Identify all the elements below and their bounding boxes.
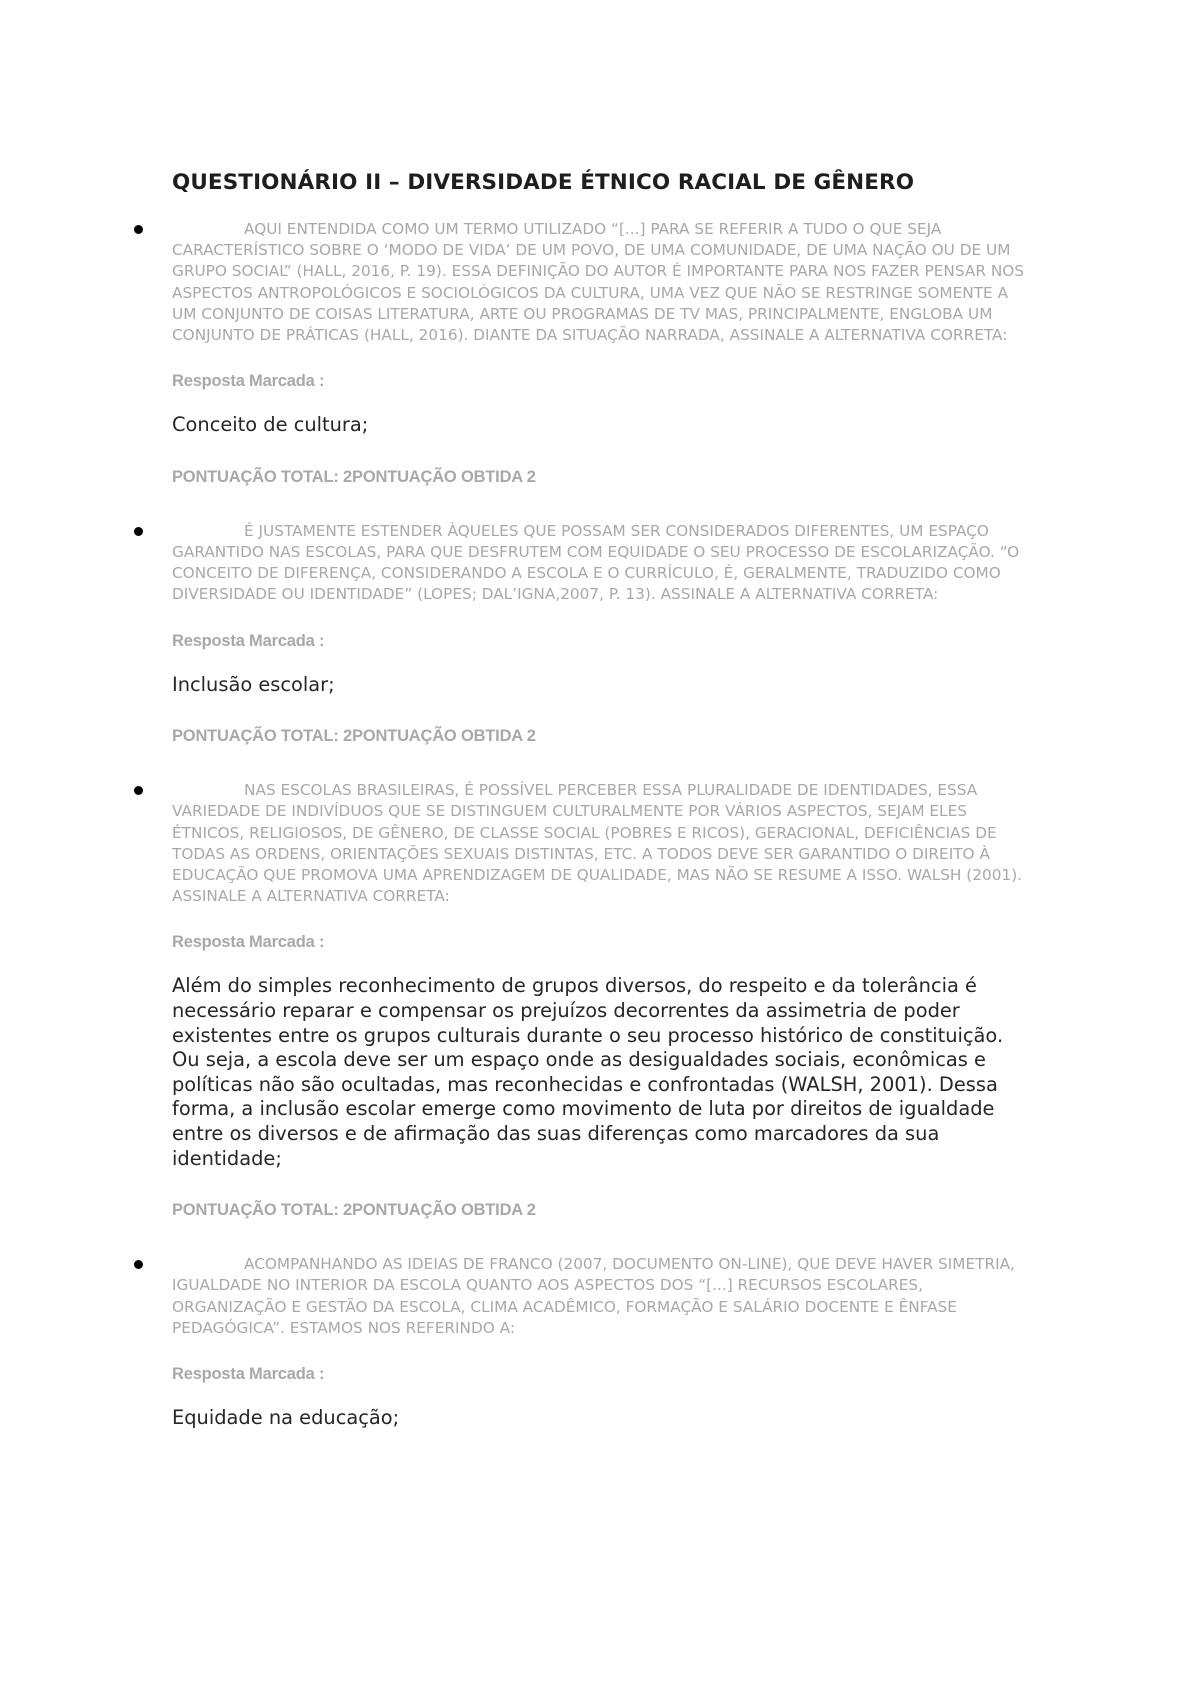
answer-text: Além do simples reconhecimento de grupos diversos, do respeito e da tolerância é necessário reparar e compensar os prejuízos decorrentes da assimetria de poder existentes entre os grupos culturais durante o seu processo histórico de constituição. Ou seja, a escola deve ser um espaço onde as desigualdades sociais, econômicas e políticas não são ocultadas, mas reconhecidas e confrontadas (WALSH, 2001). Dessa forma, a inclusão escolar emerge como movimento de luta por direitos de igualdade entre os diversos e de afirmação das suas diferenças como marcadores da sua identidade; xyxy=(172,974,1004,1170)
question-text: ACOMPANHANDO AS IDEIAS DE FRANCO (2007, DOCUMENTO ON-LINE), QUE DEVE HAVER SIMETRIA, IGUALDADE NO INTERIOR DA ESCOLA QUANTO AOS ASPECTOS DOS “[...] RECURSOS ESCOLARES, ORGANIZAÇÃO E GESTÃO DA ESCOLA, CLIMA ACADÊMICO, FORMAÇÃO E SALÁRIO DOCENTE E ÊNFASE PEDAGÓGICA”. ESTAMOS NOS REFERINDO A: xyxy=(172,1255,1015,1337)
score-text: PONTUAÇÃO TOTAL: 2PONTUAÇÃO OBTIDA 2 xyxy=(172,467,536,486)
bullet-icon xyxy=(134,786,143,795)
score-text: PONTUAÇÃO TOTAL: 2PONTUAÇÃO OBTIDA 2 xyxy=(172,1201,536,1220)
question-text: NAS ESCOLAS BRASILEIRAS, É POSSÍVEL PERCEBER ESSA PLURALIDADE DE IDENTIDADES, ESSA VARIEDADE DE INDIVÍDUOS QUE SE DISTINGUEM CULTURALMENTE POR VÁRIOS ASPECTOS, SEJAM ELES ÉTNICOS, RELIGIOSOS, DE GÊNERO, DE CLASSE SOCIAL (POBRES E RICOS), GERACIONAL, DEFICIÊNCIAS DE TODAS AS ORDENS, ORIENTAÇÕES SEXUAIS DISTINTAS, ETC. A TODOS DEVE SER GARANTIDO O DIREITO À EDUCAÇÃO QUE PROMOVA UMA APRENDIZAGEM DE QUALIDADE, MAS NÃO SE RESUME A ISSO. WALSH (2001). ASSINALE A ALTERNATIVA CORRETA: xyxy=(172,781,1023,906)
page-title: QUESTIONÁRIO II – DIVERSIDADE ÉTNICO RACIAL DE GÊNERO xyxy=(172,170,915,195)
answer-text: Equidade na educação; xyxy=(172,1406,400,1429)
answer-text: Conceito de cultura; xyxy=(172,413,369,437)
answer-label: Resposta Marcada : xyxy=(172,1365,325,1383)
question-text: É JUSTAMENTE ESTENDER ÀQUELES QUE POSSAM SER CONSIDERADOS DIFERENTES, UM ESPAÇO GARANTIDO NAS ESCOLAS, PARA QUE DESFRUTEM COM EQUIDADE O SEU PROCESSO DE ESCOLARIZAÇÃO. “O CONCEITO DE DIFERENÇA, CONSIDERANDO A ESCOLA E O CURRÍCULO, É, GERALMENTE, TRADUZIDO COMO DIVERSIDADE OU IDENTIDADE” (LOPES; DAL’IGNA,2007, P. 13). ASSINALE A ALTERNATIVA CORRETA: xyxy=(172,521,1020,604)
answer-label: Resposta Marcada : xyxy=(172,933,325,952)
bullet-icon xyxy=(134,527,143,536)
document-page xyxy=(172,170,1032,1431)
bullet-icon xyxy=(134,225,143,234)
question-text: AQUI ENTENDIDA COMO UM TERMO UTILIZADO “[...] PARA SE REFERIR A TUDO O QUE SEJA CARACTERÍSTICO SOBRE O ‘MODO DE VIDA’ DE UM POVO, DE UMA COMUNIDADE, DE UMA NAÇÃO OU DE UM GRUPO SOCIAL” (HALL, 2016, P. 19). ESSA DEFINIÇÃO DO AUTOR É IMPORTANTE PARA NOS FAZER PENSAR NOS ASPECTOS ANTROPOLÓGICOS E SOCIOLÓGICOS DA CULTURA, UMA VEZ QUE NÃO SE RESTRINGE SOMENTE A UM CONJUNTO DE COISAS LITERATURA, ARTE OU PROGRAMAS DE TV MAS, PRINCIPALMENTE, ENGLOBA UM CONJUNTO DE PRÁTICAS (HALL, 2016). DIANTE DA SITUAÇÃO NARRADA, ASSINALE A ALTERNATIVA CORRETA: xyxy=(172,220,1025,345)
question-item xyxy=(172,521,1032,746)
answer-label: Resposta Marcada : xyxy=(172,631,325,650)
bullet-icon xyxy=(134,1260,143,1269)
question-item xyxy=(172,219,1032,487)
answer-text: Inclusão escolar; xyxy=(172,672,335,696)
question-item xyxy=(172,1254,1032,1430)
answer-label: Resposta Marcada : xyxy=(172,372,325,391)
question-item xyxy=(172,780,1032,1220)
score-text: PONTUAÇÃO TOTAL: 2PONTUAÇÃO OBTIDA 2 xyxy=(172,727,536,746)
